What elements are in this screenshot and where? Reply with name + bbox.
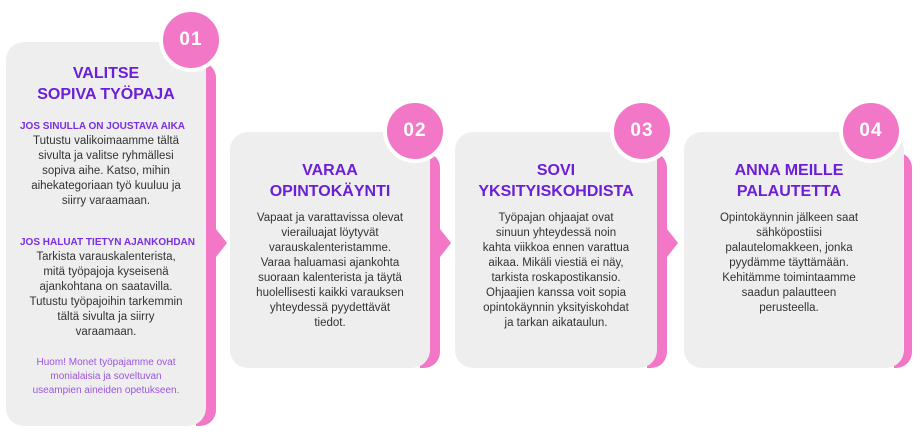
step-1-section-2-heading: JOS HALUAT TIETYN AJANKOHDAN xyxy=(20,237,196,248)
step-3-number-badge xyxy=(610,99,674,163)
step-1-title: VALITSE SOPIVA TYÖPAJA xyxy=(37,65,175,103)
step-1-section-2-text: Tarkista varauskalenterista, mitä työpajoja kyseisenä ajankohtana on saatavilla. Tutustu työpajoihin tarkemmin tältä sivulta ja siirry varaamaan. xyxy=(29,251,183,338)
step-3-arrow-icon xyxy=(667,229,678,257)
step-2-number: 02 xyxy=(403,120,427,141)
step-1-number: 01 xyxy=(179,29,203,50)
step-2-title: VARAA OPINTOKÄYNTI xyxy=(269,162,391,200)
step-4-number-badge xyxy=(839,99,903,163)
step-2-number-badge xyxy=(383,99,447,163)
step-3-text: Työpajan ohjaajat ovat sinuun yhteydessä noin kahta viikkoa ennen varattua aikaa. Mikäli viestiä ei näy, tarkista roskapostikansio. Ohjaajien kanssa voit sopia opintokäynnin yksityiskohdat ja tarkan aikataulun. xyxy=(482,212,630,329)
step-1-arrow-icon xyxy=(216,229,227,257)
step-3-number: 03 xyxy=(630,120,654,141)
step-2-arrow-icon xyxy=(440,229,451,257)
step-4-title: ANNA MEILLE PALAUTETTA xyxy=(734,162,844,200)
step-2-text: Vapaat ja varattavissa olevat vierailuajat löytyvät varauskalenteristamme. Varaa haluamasi ajankohta suoraan kalenterista ja täytä huolellisesti kaikki varauksen yhteydessä pyydettävät tiedot. xyxy=(256,212,404,329)
step-1-section-1-heading: JOS SINULLA ON JOUSTAVA AIKA xyxy=(20,121,186,132)
step-4-text: Opintokäynnin jälkeen saat sähköpostiisi palautelomakkeen, jonka pyydämme täyttämään. Kehitämme toimintaamme saadun palautteen perusteella. xyxy=(719,212,859,314)
step-1-section-1-text: Tutustu valikoimaamme tältä sivulta ja valitse ryhmällesi sopiva aihe. Katso, mihin aihekategoriaan työ kuuluu ja siirry varaamaan. xyxy=(31,135,181,207)
step-1-note: Huom! Monet työpajamme ovat monialaisia ja soveltuvan useampien aineiden opetukseen. xyxy=(32,357,180,396)
step-3-title: SOVI YKSITYISKOHDISTA xyxy=(478,162,634,200)
step-4-number: 04 xyxy=(859,120,883,141)
